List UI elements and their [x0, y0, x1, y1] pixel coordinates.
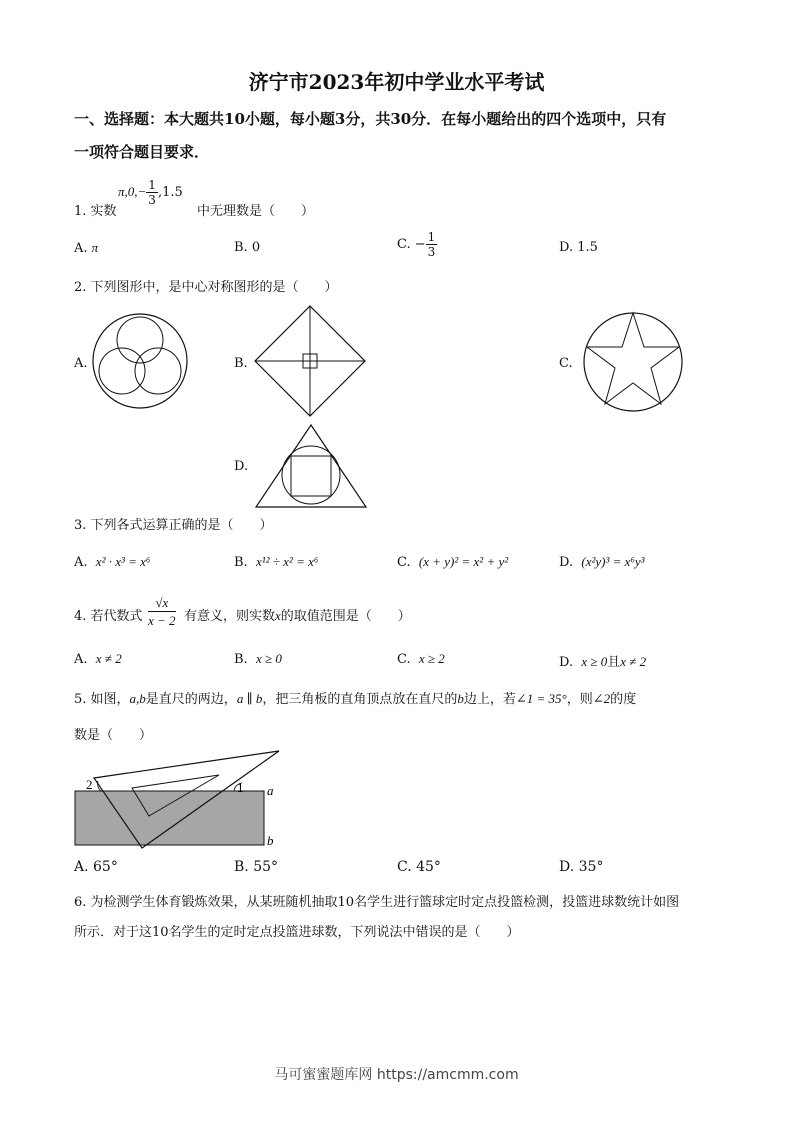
- q3-option-a-label: A.: [74, 555, 88, 570]
- q5-option-d: D. 35°: [559, 859, 604, 875]
- q4-fraction: [148, 594, 176, 629]
- q1-option-c-num: 1: [427, 230, 436, 244]
- q4-frac: [148, 594, 176, 629]
- q5-label-a: a: [267, 783, 274, 798]
- q5-parallel: a ∥ b: [236, 691, 263, 706]
- q4-option-b-label: B.: [234, 652, 248, 667]
- q5-line2: 数是（ ）: [74, 728, 153, 743]
- q5-angle2: ∠2: [592, 691, 611, 706]
- q5-line1-e: ，则: [566, 692, 593, 707]
- q1-frac-num: 1: [148, 178, 156, 192]
- q5-label-1: 1: [237, 780, 244, 795]
- q4-option-d-join: 且: [607, 655, 621, 670]
- q4-prefix: 4. 若代数式: [74, 609, 143, 624]
- q2-label-c: C.: [559, 356, 573, 371]
- q3-stem: 3. 下列各式运算正确的是（ ）: [74, 518, 273, 533]
- q1-option-a: [74, 240, 98, 256]
- q5-option-c: C. 45°: [397, 859, 441, 875]
- q3-option-a-expr: x² · x³ = x⁶: [95, 554, 151, 569]
- q1-option-a-value: π: [91, 240, 99, 255]
- q5-b: b: [457, 691, 464, 706]
- q4-option-d-expr-a: x ≥ 0: [581, 654, 608, 669]
- q2-figure-c: [581, 312, 685, 412]
- q1-option-d: D. 1.5: [559, 240, 598, 255]
- q4-option-d: [559, 651, 646, 670]
- q4-option-d-expr-b: x ≠ 2: [620, 654, 647, 669]
- q1-option-b: B. 0: [234, 240, 261, 255]
- q4-option-d-label: D.: [559, 655, 574, 670]
- q5-line1-c: ，把三角板的直角顶点放在直尺的: [262, 692, 458, 707]
- section-heading-line1: 一、选择题：本大题共10小题，每小题3分，共30分．在每小题给出的四个选项中，只有: [74, 110, 667, 128]
- q2-stem: 2. 下列图形中，是中心对称图形的是（ ）: [74, 280, 338, 295]
- q1-option-a-label: A.: [74, 241, 88, 256]
- q4-suffix-b: 的取值范围是（ ）: [280, 609, 411, 624]
- q3-option-a: [74, 554, 150, 570]
- q2-label-b: B.: [234, 356, 248, 371]
- q5-figure: [74, 748, 284, 848]
- q4-suffix: [184, 605, 411, 624]
- q4-option-b: [234, 651, 282, 667]
- q1-frac-den: 3: [148, 193, 156, 207]
- q2-label-a: A.: [74, 356, 88, 371]
- q5-line1-f: 的度: [610, 692, 637, 707]
- q3-option-c-expr: (x + y)² = x² + y²: [418, 554, 509, 569]
- q5-option-a: A. 65°: [74, 859, 118, 875]
- q4-option-a-label: A.: [74, 652, 88, 667]
- q2-figure-b: [255, 306, 365, 416]
- q1-option-c: [397, 230, 437, 259]
- q1-option-c-fraction: [426, 230, 438, 259]
- q5-line1-b: 是直尺的两边，: [145, 692, 237, 707]
- q1-numbers-post: ,1.5: [157, 185, 183, 200]
- q3-option-d: [559, 554, 645, 570]
- q6-line1: 6. 为检测学生体育锻炼效果，从某班随机抽取10名学生进行篮球定时定点投篮检测，投篮进球数统计如图: [74, 895, 680, 910]
- q3-option-c: [397, 554, 508, 570]
- q5-angle1: ∠1 = 35°: [515, 691, 567, 706]
- q1-suffix: 中无理数是（ ）: [197, 204, 315, 219]
- q5-line1: [74, 688, 636, 707]
- q5-line1-a: 5. 如图，: [74, 692, 130, 707]
- q5-option-b: B. 55°: [234, 859, 279, 875]
- q4-frac-den: x − 2: [148, 613, 176, 628]
- footer-watermark: 马可蜜蜜题库网 https://amcmm.com: [274, 1067, 519, 1083]
- q1-numbers: [118, 178, 183, 207]
- q5-label-2: 2: [86, 777, 93, 792]
- q5-label-b: b: [267, 833, 274, 848]
- q3-option-c-label: C.: [397, 555, 411, 570]
- q4-option-c-expr: x ≥ 2: [418, 651, 445, 666]
- q1-option-c-den: 3: [427, 245, 436, 259]
- q4-option-c-label: C.: [397, 652, 411, 667]
- q3-option-b-expr: x¹² ÷ x² = x⁶: [255, 554, 319, 569]
- q4-option-a: [74, 651, 122, 667]
- q1-option-c-sign: −: [414, 237, 426, 252]
- q1-fraction: [146, 178, 158, 207]
- q1-numbers-pre: π,0,−: [118, 184, 147, 199]
- q4-frac-num: √x: [148, 594, 176, 612]
- page-title: 济宁市2023年初中学业水平考试: [248, 70, 545, 94]
- q3-option-d-label: D.: [559, 555, 574, 570]
- q3-option-d-expr: (x²y)³ = x⁶y³: [581, 554, 645, 569]
- q4-option-a-expr: x ≠ 2: [95, 651, 122, 666]
- q2-label-d: D.: [234, 459, 249, 474]
- q1-prefix: 1. 实数: [74, 204, 117, 219]
- section-heading-line2: 一项符合题目要求．: [74, 143, 210, 161]
- q4-var: x: [275, 608, 281, 623]
- q2-figure-a: [90, 308, 190, 414]
- q4-suffix-a: 有意义，则实数: [184, 609, 276, 624]
- q4-option-b-expr: x ≥ 0: [255, 651, 282, 666]
- q3-option-b-label: B.: [234, 555, 248, 570]
- q3-option-b: [234, 554, 318, 570]
- q1-option-c-label: C.: [397, 237, 411, 252]
- q6-line2: 所示．对于这10名学生的定时定点投篮进球数，下列说法中错误的是（ ）: [74, 925, 520, 940]
- q5-line1-d: 边上，若: [463, 692, 516, 707]
- q4-option-c: [397, 651, 445, 667]
- q5-ab: a,b: [129, 691, 146, 706]
- q2-figure-d: [255, 425, 367, 509]
